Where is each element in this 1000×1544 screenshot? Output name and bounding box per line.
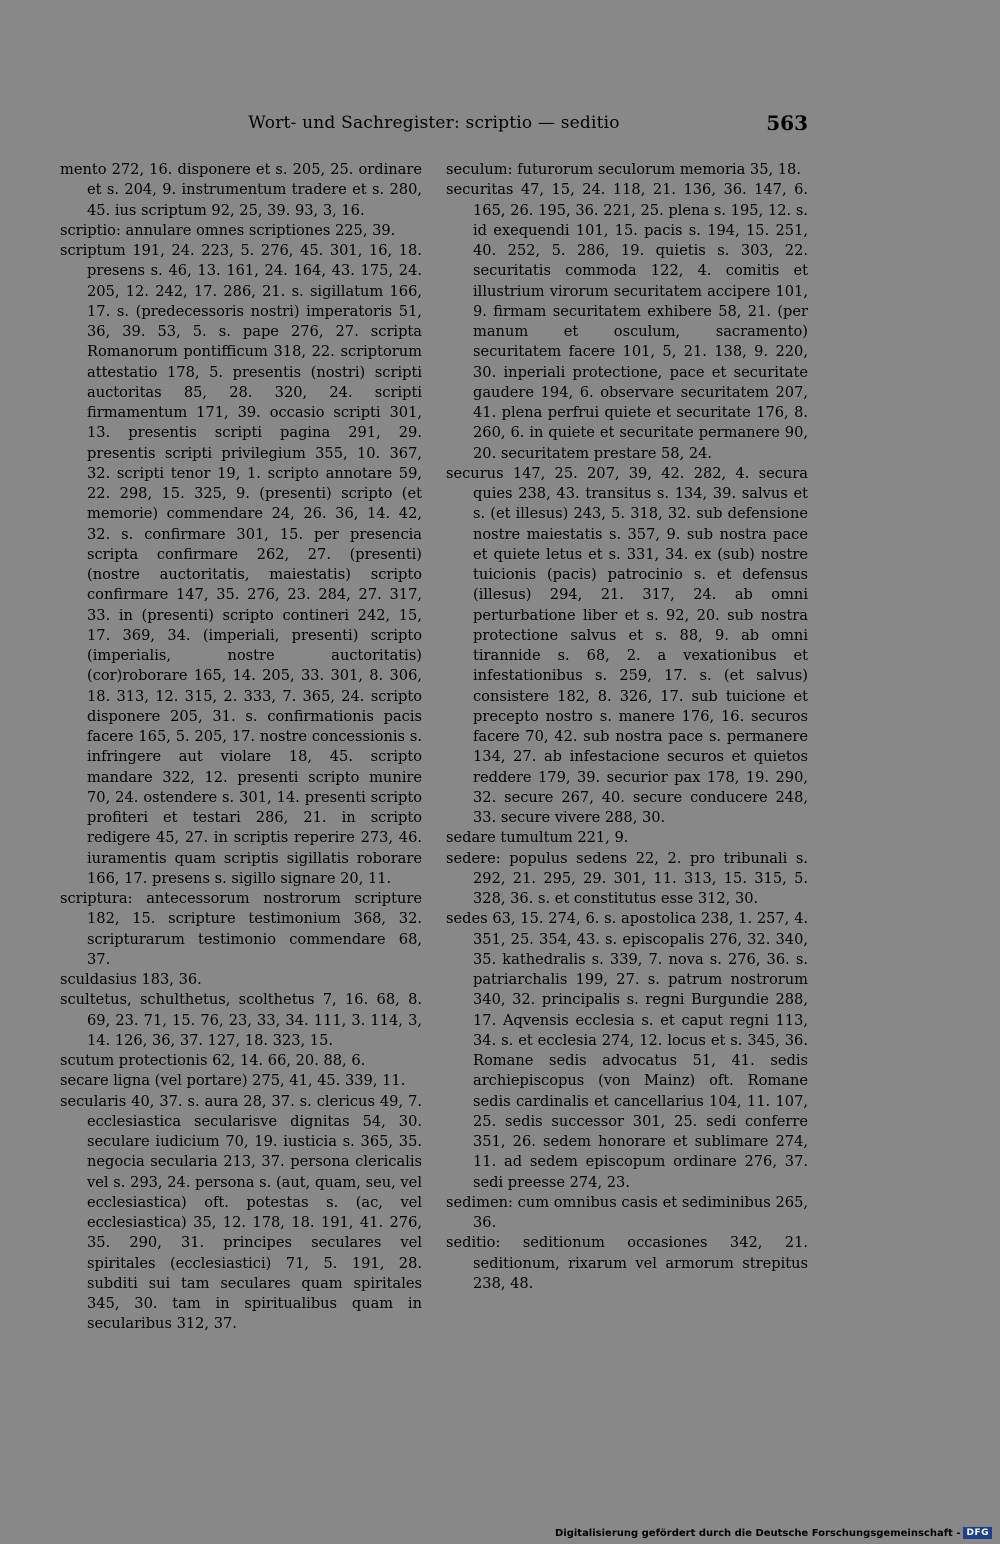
dfg-logo: DFG (963, 1527, 992, 1539)
index-entry: scriptum 191, 24. 223, 5. 276, 45. 301, 16, 18. presens s. 46, 13. 161, 24. 164, 43. 175, 24. 205, 12. 242, 17. 286, 21. s. sigillatum 166, 17. s. (predecessoris nostri) imperatoris 51, 36, 39. 53, 5. s. pape 276, 27. scripta Romanorum pontifficum 318, 22. scriptorum attestatio 178, 5. presentis (nostri) scripti auctoritas 85, 28. 320, 24. scripti firmamentum 171, 39. occasio scripti 301, 13. presentis scripti pagina 291, 29. presentis scripti privilegium 355, 10. 367, 32. scripti tenor 19, 1. scripto annotare 59, 22. 298, 15. 325, 9. (presenti) scripto (et memorie) commendare 24, 26. 36, 14. 42, 32. s. confirmare 301, 15. per presencia scripta confirmare 262, 27. (presenti) (nostre auctoritatis, maiestatis) scripto confirmare 147, 35. 276, 23. 284, 27. 317, 33. in (presenti) scripto contineri 242, 15, 17. 369, 34. (imperiali, presenti) scripto (imperialis, nostre auctoritatis) (cor)roborare 165, 14. 205, 33. 301, 8. 306, 18. 313, 12. 315, 2. 333, 7. 365, 24. scripto disponere 205, 31. s. confirmationis pacis facere 165, 5. 205, 17. nostre concessionis s. infringere aut violare 18, 45. scripto mandare 322, 12. presenti scripto munire 70, 24. ostendere s. 301, 14. presenti scripto profiteri et testari 286, 21. in scripto redigere 45, 27. in scriptis reperire 273, 46. iuramentis quam scriptis sigillatis roborare 166, 17. presens s. sigillo signare 20, 11. (60, 242, 422, 887)
index-entry: mento 272, 16. disponere et s. 205, 25. ordinare et s. 204, 9. instrumentum tradere et s. 280, 45. ius scriptum 92, 25, 39. 93, 3, 16. (60, 161, 422, 219)
left-column (60, 160, 422, 1335)
index-entry: scriptura: antecessorum nostrorum scripture 182, 15. scripture testimonium 368, 32. scripturarum testimonio commendare 68, 37. (60, 890, 422, 968)
index-entry: sedes 63, 15. 274, 6. s. apostolica 238, 1. 257, 4. 351, 25. 354, 43. s. episcopalis 276, 32. 340, 35. kathedralis s. 339, 7. nova s. 276, 36. s. patriarchalis 199, 27. s. patrum nostrorum 340, 32. principalis s. regni Burgundie 288, 17. Aqvensis ecclesia s. et caput regni 113, 34. s. et ecclesia 274, 12. locus et s. 345, 36. Romane sedis advocatus 51, 41. sedis archiepiscopus (von Mainz) oft. Romane sedis cardinalis et cancellarius 104, 11. 107, 25. sedis successor 301, 25. sedi conferre 351, 26. sedem honorare et sublimare 274, 11. ad sedem episcopum ordinare 276, 37. sedi preesse 274, 23. (446, 910, 808, 1191)
index-entry: sedere: populus sedens 22, 2. pro tribunali s. 292, 21. 295, 29. 301, 11. 313, 15. 315, 5. 328, 36. s. et constitutus esse 312, 30. (446, 849, 808, 907)
footer-text: Digitalisierung gefördert durch die Deutsche Forschungsgemeinschaft - (554, 1527, 961, 1539)
page-header (60, 113, 808, 137)
digitization-footer (555, 1526, 992, 1540)
index-entry: seditio: seditionum occasiones 342, 21. seditionum, rixarum vel armorum strepitus 238, 48. (446, 1234, 808, 1292)
page-number: 563 (766, 111, 808, 135)
index-entry: scutum protectionis 62, 14. 66, 20. 88, 6. (60, 1052, 366, 1069)
index-entry: securus 147, 25. 207, 39, 42. 282, 4. secura quies 238, 43. transitus s. 134, 39. salvus et s. (et illesus) 243, 5. 318, 32. sub defensione nostre maiestatis s. 357, 9. sub nostra pace et quiete letus et s. 331, 34. ex (sub) nostre tuicionis (pacis) patrocinio s. et defensus (illesus) 294, 21. 317, 24. ab omni perturbatione liber et s. 92, 20. sub nostra protectione salvus et s. 88, 9. ab omni tirannide s. 68, 2. a vexationibus et infestationibus s. 259, 17. s. (et salvus) consistere 182, 8. 326, 17. sub tuicione et precepto nostro s. manere 176, 16. securos facere 70, 42. sub nostra pace s. permanere 134, 27. ab infestacione securos et quietos reddere 179, 39. securior pax 178, 19. 290, 32. secure 267, 40. secure conducere 248, 33. secure vivere 288, 30. (446, 464, 808, 826)
index-entry: securitas 47, 15, 24. 118, 21. 136, 36. 147, 6. 165, 26. 195, 36. 221, 25. plena s. 195, 12. s. id exequendi 101, 15. pacis s. 194, 15. 251, 40. 252, 5. 286, 19. quietis s. 303, 22. securitatis commoda 122, 4. comitis et illustrium virorum securitatem accipere 101, 9. firmam securitatem exhibere 58, 21. (per manum et osculum, sacramento) securitatem facere 101, 5, 21. 138, 9. 220, 30. inperiali protectione, pace et securitate gaudere 194, 6. observare securitatem 207, 41. plena perfrui quiete et securitate 176, 8. 260, 6. in quiete et securitate permanere 90, 20. securitatem prestare 58, 24. (446, 181, 808, 462)
right-column (446, 160, 808, 1294)
index-entry: secare ligna (vel portare) 275, 41, 45. 339, 11. (60, 1072, 406, 1090)
index-entry: sculdasius 183, 36. (60, 971, 202, 988)
running-title: Wort- und Sachregister: scriptio — seditio (248, 113, 620, 133)
index-entry: seculum: futurorum seculorum memoria 35, 18. (446, 161, 801, 178)
index-entry: secularis 40, 37. s. aura 28, 37. s. clericus 49, 7. ecclesiastica secularisve dignitas 54, 30. seculare iudicium 70, 19. iusticia s. 365, 35. negocia secularia 213, 37. persona clericalis vel s. 293, 24. persona s. (aut, quam, seu, vel ecclesiastica) oft. potestas s. (ac, vel ecclesiastica) 35, 12. 178, 18. 191, 41. 276, 35. 290, 31. principes seculares vel spiritales (ecclesiastici) 71, 5. 191, 28. subditi sui tam seculares quam spiritales 345, 30. tam in spiritualibus quam in secularibus 312, 37. (60, 1092, 422, 1333)
index-entry: scriptio: annulare omnes scriptiones 225, 39. (60, 221, 396, 239)
index-entry: scultetus, schulthetus, scolthetus 7, 16. 68, 8. 69, 23. 71, 15. 76, 23, 33, 34. 111, 3. 114, 3, 14. 126, 36, 37. 127, 18. 323, 15. (60, 991, 422, 1049)
index-entry: sedare tumultum 221, 9. (446, 829, 629, 847)
index-entry: sedimen: cum omnibus casis et sediminibus 265, 36. (446, 1193, 808, 1231)
